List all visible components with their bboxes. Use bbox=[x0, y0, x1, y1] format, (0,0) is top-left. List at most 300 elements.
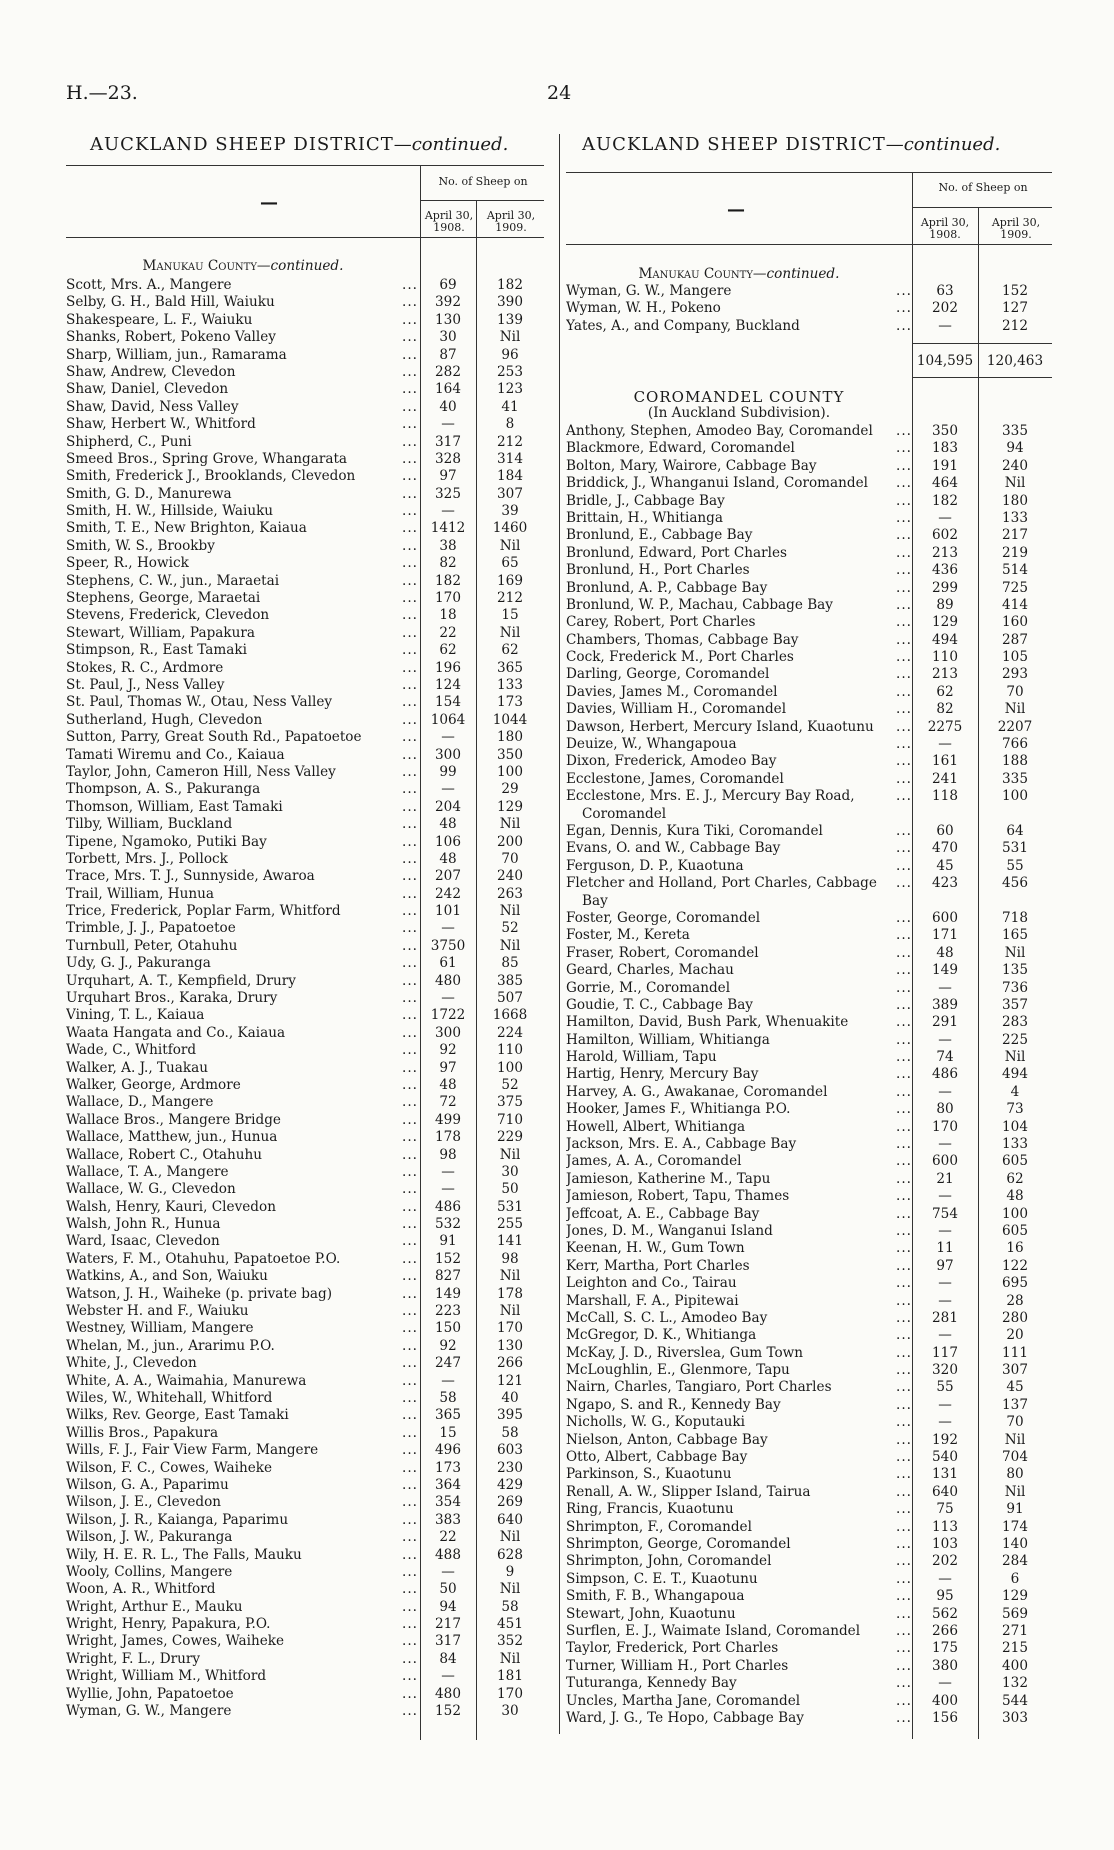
dot-leader: ... bbox=[896, 944, 912, 961]
dot-leader: ... bbox=[896, 1205, 912, 1222]
dot-leader: ... bbox=[402, 920, 418, 937]
dot-leader: ... bbox=[896, 317, 912, 334]
right-total-top-rule bbox=[912, 343, 1052, 344]
sheep-1908: — bbox=[441, 1668, 455, 1685]
sheep-1909: 9 bbox=[505, 1563, 515, 1580]
dot-leader: ... bbox=[402, 937, 418, 954]
sheep-1908: 21 bbox=[936, 1170, 954, 1187]
owner-name: Jamieson, Katherine M., Tapu bbox=[566, 1170, 771, 1187]
sheep-1908: 72 bbox=[439, 1094, 457, 1111]
owner-name: Wyman, G. W., Mangere bbox=[66, 1703, 232, 1720]
dot-leader: ... bbox=[896, 1101, 912, 1118]
dot-leader: ... bbox=[402, 450, 418, 467]
sheep-1908: 45 bbox=[936, 857, 954, 874]
sheep-1909: 133 bbox=[497, 676, 523, 693]
sheep-1908: 600 bbox=[932, 1153, 958, 1170]
dot-leader: ... bbox=[896, 631, 912, 648]
sheep-1909: 41 bbox=[501, 398, 519, 415]
sheep-1908: 247 bbox=[435, 1355, 461, 1372]
dot-leader: ... bbox=[896, 1136, 912, 1153]
table-row bbox=[66, 1599, 546, 1616]
owner-name: Darling, George, Coromandel bbox=[566, 666, 770, 683]
dot-leader: ... bbox=[896, 1657, 912, 1674]
sheep-1908: 182 bbox=[435, 572, 461, 589]
table-row bbox=[566, 300, 1056, 317]
sheep-1908: 242 bbox=[435, 885, 461, 902]
right-rows-manukau bbox=[566, 283, 1056, 335]
owner-name: Stokes, R. C., Ardmore bbox=[66, 659, 224, 676]
sheep-1908: 62 bbox=[936, 683, 954, 700]
owner-name: Howell, Albert, Whitianga bbox=[566, 1118, 746, 1135]
dot-leader: ... bbox=[402, 1163, 418, 1180]
owner-name: Tipene, Ngamoko, Putiki Bay bbox=[66, 833, 267, 850]
sheep-1908: 62 bbox=[439, 642, 457, 659]
dot-leader: ... bbox=[402, 1424, 418, 1441]
sheep-1908: 152 bbox=[435, 1250, 461, 1267]
sheep-1909: 100 bbox=[497, 1059, 523, 1076]
table-row bbox=[66, 694, 546, 711]
table-row bbox=[566, 945, 1056, 962]
sheep-1908: — bbox=[441, 920, 455, 937]
sheep-1909: 96 bbox=[501, 346, 519, 363]
owner-name: McCall, S. C. L., Amodeo Bay bbox=[566, 1309, 768, 1326]
table-row bbox=[66, 503, 546, 520]
sheep-1909: 169 bbox=[497, 572, 523, 589]
right-label-column-dash: — bbox=[727, 199, 745, 220]
sheep-1908: 532 bbox=[435, 1216, 461, 1233]
dot-leader: ... bbox=[896, 840, 912, 857]
dot-leader: ... bbox=[896, 1640, 912, 1657]
dot-leader: ... bbox=[896, 753, 912, 770]
owner-name: Wills, F. J., Fair View Farm, Mangere bbox=[66, 1442, 319, 1459]
sheep-1908: 161 bbox=[932, 753, 958, 770]
dot-leader: ... bbox=[402, 642, 418, 659]
table-row bbox=[66, 1025, 546, 1042]
owner-name: Taylor, Frederick, Port Charles bbox=[566, 1640, 779, 1657]
sheep-1908: 282 bbox=[435, 363, 461, 380]
table-row bbox=[66, 1320, 546, 1337]
owner-name: Dawson, Herbert, Mercury Island, Kuaotunu bbox=[566, 718, 874, 735]
owner-name: Walker, A. J., Tuakau bbox=[66, 1059, 209, 1076]
table-row bbox=[566, 1501, 1056, 1518]
sheep-1909: Nil bbox=[1004, 701, 1026, 718]
sheep-1909: 111 bbox=[1002, 1344, 1028, 1361]
sheep-1909: 253 bbox=[497, 363, 523, 380]
owner-name: St. Paul, J., Ness Valley bbox=[66, 676, 225, 693]
sheep-1908: 22 bbox=[439, 624, 457, 641]
sheep-1909: Nil bbox=[499, 1581, 521, 1598]
owner-name: Shaw, Herbert W., Whitford bbox=[66, 416, 256, 433]
dot-leader: ... bbox=[896, 857, 912, 874]
sheep-1909: 52 bbox=[501, 1076, 519, 1093]
table-row bbox=[566, 1623, 1056, 1640]
table-row bbox=[566, 1379, 1056, 1396]
dot-leader: ... bbox=[896, 822, 912, 839]
table-row bbox=[66, 781, 546, 798]
sheep-1909: 1460 bbox=[492, 520, 528, 537]
sheep-1909: 141 bbox=[497, 1233, 523, 1250]
sheep-1908: 87 bbox=[439, 346, 457, 363]
dot-leader: ... bbox=[896, 1379, 912, 1396]
sheep-1909: 307 bbox=[1002, 1362, 1028, 1379]
table-row bbox=[566, 840, 1056, 857]
owner-name: Ring, Francis, Kuaotunu bbox=[566, 1501, 734, 1518]
sheep-1909: 100 bbox=[1002, 1205, 1028, 1222]
sheep-1909: 531 bbox=[497, 1198, 523, 1215]
table-row bbox=[566, 649, 1056, 666]
dot-leader: ... bbox=[896, 457, 912, 474]
sheep-1909: 130 bbox=[497, 1337, 523, 1354]
dot-leader: ... bbox=[402, 1233, 418, 1250]
owner-name: Foster, M., Kereta bbox=[566, 927, 690, 944]
sheep-1909: 335 bbox=[1002, 770, 1028, 787]
owner-name: Webster H. and F., Waiuku bbox=[66, 1303, 249, 1320]
sheep-1909: 135 bbox=[1002, 962, 1028, 979]
table-row bbox=[66, 1286, 546, 1303]
owner-name: Surflen, E. J., Waimate Island, Coromandel bbox=[566, 1622, 861, 1639]
sheep-1908: 423 bbox=[932, 875, 958, 892]
sheep-1909: 212 bbox=[1002, 317, 1028, 334]
sheep-1908: 175 bbox=[932, 1640, 958, 1657]
sheep-1909: 132 bbox=[1002, 1675, 1028, 1692]
owner-name: Jamieson, Robert, Tapu, Thames bbox=[566, 1188, 790, 1205]
sheep-1908: 325 bbox=[435, 485, 461, 502]
dot-leader: ... bbox=[896, 1066, 912, 1083]
table-row bbox=[66, 1703, 546, 1720]
sheep-1908: 2275 bbox=[927, 718, 963, 735]
table-row bbox=[66, 520, 546, 537]
dot-leader: ... bbox=[402, 1633, 418, 1650]
dot-leader: ... bbox=[402, 1198, 418, 1215]
sheep-1908: 202 bbox=[932, 1553, 958, 1570]
sheep-1908: — bbox=[441, 990, 455, 1007]
table-row bbox=[66, 1233, 546, 1250]
table-row bbox=[566, 1606, 1056, 1623]
sheep-1908: 400 bbox=[932, 1692, 958, 1709]
sheep-1909: Nil bbox=[1004, 475, 1026, 492]
sheep-1908: 84 bbox=[439, 1650, 457, 1667]
sheep-1909: Nil bbox=[499, 937, 521, 954]
sheep-1909: 352 bbox=[497, 1633, 523, 1650]
right-top-rule bbox=[566, 172, 1052, 173]
table-row bbox=[66, 1094, 546, 1111]
sheep-1908: — bbox=[441, 1163, 455, 1180]
table-row bbox=[566, 423, 1056, 440]
table-row bbox=[566, 440, 1056, 457]
sheep-1909: 40 bbox=[501, 1390, 519, 1406]
sheep-1908: 202 bbox=[932, 300, 958, 317]
table-row bbox=[566, 545, 1056, 562]
owner-name: Ferguson, D. P., Kuaotuna bbox=[566, 857, 744, 874]
sheep-1908: 48 bbox=[936, 944, 954, 961]
sheep-1909: 212 bbox=[497, 590, 523, 607]
owner-name: Wilson, J. W., Pakuranga bbox=[66, 1529, 233, 1546]
sheep-1908: 480 bbox=[435, 972, 461, 989]
table-row bbox=[566, 1101, 1056, 1118]
sheep-1909: 224 bbox=[497, 1024, 523, 1041]
sheep-1909: 173 bbox=[497, 694, 523, 711]
table-row bbox=[66, 1616, 546, 1633]
owner-name: Bridle, J., Cabbage Bay bbox=[566, 492, 725, 509]
dot-leader: ... bbox=[402, 1285, 418, 1302]
owner-name: Kerr, Martha, Port Charles bbox=[566, 1257, 750, 1274]
sheep-1908: — bbox=[938, 979, 952, 996]
sheep-1909: 293 bbox=[1002, 666, 1028, 683]
table-row bbox=[566, 1275, 1056, 1292]
sheep-1909: 165 bbox=[1002, 927, 1028, 944]
dot-leader: ... bbox=[402, 1024, 418, 1041]
left-label-column-dash: — bbox=[260, 192, 278, 213]
dot-leader: ... bbox=[896, 1222, 912, 1239]
sheep-1909: 137 bbox=[1002, 1396, 1028, 1413]
owner-name: McKay, J. D., Riverslea, Gum Town bbox=[566, 1344, 804, 1361]
dot-leader: ... bbox=[896, 614, 912, 631]
sheep-1909: 736 bbox=[1002, 979, 1028, 996]
sheep-1908: 291 bbox=[932, 1014, 958, 1031]
sheep-1909: 350 bbox=[497, 746, 523, 763]
dot-leader: ... bbox=[896, 1188, 912, 1205]
owner-name: Stewart, William, Papakura bbox=[66, 624, 255, 641]
sheep-1908: 299 bbox=[932, 579, 958, 596]
table-row bbox=[566, 1658, 1056, 1675]
table-row bbox=[566, 823, 1056, 840]
dot-leader: ... bbox=[896, 1083, 912, 1100]
sheep-1908: 300 bbox=[435, 746, 461, 763]
sheep-1909: Nil bbox=[1004, 1049, 1026, 1066]
owner-name: Egan, Dennis, Kura Tiki, Coromandel bbox=[566, 822, 823, 839]
owner-name: Marshall, F. A., Pipitewai bbox=[566, 1292, 739, 1309]
left-top-rule bbox=[66, 165, 544, 166]
dot-leader: ... bbox=[402, 1129, 418, 1146]
table-row bbox=[566, 475, 1056, 492]
sheep-1908: 320 bbox=[932, 1362, 958, 1379]
owner-name: Bronlund, H., Port Charles bbox=[566, 562, 750, 579]
sheep-1908: — bbox=[938, 1675, 952, 1692]
owner-name: Shaw, David, Ness Valley bbox=[66, 398, 239, 415]
owner-name: Stephens, George, Maraetai bbox=[66, 590, 261, 607]
sheep-1908: — bbox=[938, 1570, 952, 1587]
owner-name: Trimble, J. J., Papatoetoe bbox=[66, 920, 236, 937]
sheep-1908: 266 bbox=[932, 1622, 958, 1639]
dot-leader: ... bbox=[402, 1476, 418, 1493]
sheep-1908: 488 bbox=[435, 1546, 461, 1563]
owner-name: Davies, William H., Coromandel bbox=[566, 701, 787, 718]
dot-leader: ... bbox=[402, 1442, 418, 1459]
table-row bbox=[66, 1355, 546, 1372]
table-row bbox=[566, 283, 1056, 300]
sheep-1908: 480 bbox=[435, 1685, 461, 1702]
dot-leader: ... bbox=[896, 979, 912, 996]
sheep-1908: 129 bbox=[932, 614, 958, 631]
dot-leader: ... bbox=[896, 1536, 912, 1552]
sheep-1909: 127 bbox=[1002, 300, 1028, 317]
owner-name: Wilson, J. R., Kaianga, Paparimu bbox=[66, 1511, 289, 1528]
dot-leader: ... bbox=[896, 1553, 912, 1570]
dot-leader: ... bbox=[896, 1170, 912, 1187]
sheep-1908: 317 bbox=[435, 1633, 461, 1650]
table-row bbox=[566, 927, 1056, 944]
dot-leader: ... bbox=[896, 1344, 912, 1361]
sheep-1909: 225 bbox=[1002, 1031, 1028, 1048]
sheep-1908: 63 bbox=[936, 283, 954, 299]
sheep-1908: — bbox=[938, 1083, 952, 1100]
table-row bbox=[566, 1484, 1056, 1501]
table-row bbox=[66, 1633, 546, 1650]
table-row bbox=[66, 938, 546, 955]
dot-leader: ... bbox=[402, 1268, 418, 1285]
table-row bbox=[66, 729, 546, 746]
owner-name: Leighton and Co., Tairau bbox=[566, 1275, 737, 1292]
table-row bbox=[66, 1651, 546, 1668]
sheep-1909: 725 bbox=[1002, 579, 1028, 596]
owner-name: Jackson, Mrs. E. A., Cabbage Bay bbox=[566, 1136, 797, 1153]
owner-name: Urquhart Bros., Karaka, Drury bbox=[66, 990, 278, 1007]
sheep-1909: 160 bbox=[1002, 614, 1028, 631]
sheep-1908: 106 bbox=[435, 833, 461, 850]
dot-leader: ... bbox=[896, 596, 912, 613]
sheep-1908: 196 bbox=[435, 659, 461, 676]
sheep-1909: 640 bbox=[497, 1511, 523, 1528]
sheep-1909: 52 bbox=[501, 920, 519, 937]
sheep-1908: 365 bbox=[435, 1407, 461, 1424]
dot-leader: ... bbox=[402, 833, 418, 850]
owner-name: White, A. A., Waimahia, Manurewa bbox=[66, 1372, 307, 1389]
owner-name: Wallace, W. G., Clevedon bbox=[66, 1181, 236, 1198]
left-header-rule bbox=[66, 237, 544, 238]
table-row bbox=[66, 294, 546, 311]
sheep-1909: 15 bbox=[501, 607, 519, 624]
table-row bbox=[66, 1042, 546, 1059]
owner-name: Anthony, Stephen, Amodeo Bay, Coromandel bbox=[566, 423, 873, 439]
dot-leader: ... bbox=[402, 363, 418, 380]
table-row bbox=[66, 1007, 546, 1024]
dot-leader: ... bbox=[402, 624, 418, 641]
column-divider bbox=[559, 134, 560, 1734]
table-row bbox=[566, 1449, 1056, 1466]
owner-name: Fraser, Robert, Coromandel bbox=[566, 944, 759, 961]
owner-name: Smith, H. W., Hillside, Waiuku bbox=[66, 503, 274, 520]
sheep-1908: 152 bbox=[435, 1703, 461, 1720]
sheep-1908: 15 bbox=[439, 1424, 457, 1441]
owner-name: Dixon, Frederick, Amodeo Bay bbox=[566, 753, 777, 770]
owner-name: Stewart, John, Kuaotunu bbox=[566, 1605, 736, 1622]
sheep-1909: 80 bbox=[1006, 1466, 1024, 1483]
dot-leader: ... bbox=[896, 544, 912, 561]
table-row bbox=[566, 1066, 1056, 1083]
table-row bbox=[566, 771, 1056, 788]
dot-leader: ... bbox=[896, 1466, 912, 1483]
sheep-1908: 75 bbox=[936, 1501, 954, 1518]
dot-leader: ... bbox=[402, 1459, 418, 1476]
table-row bbox=[66, 1564, 546, 1581]
table-row bbox=[566, 858, 1056, 875]
sheep-1909: 230 bbox=[497, 1459, 523, 1476]
sheep-1909: 139 bbox=[497, 311, 523, 328]
coromandel-subheading: (In Auckland Subdivision). bbox=[647, 405, 831, 421]
table-row bbox=[66, 1390, 546, 1407]
sheep-1908: — bbox=[938, 509, 952, 526]
sheep-1909: 365 bbox=[497, 659, 523, 676]
table-row bbox=[66, 747, 546, 764]
sheep-1908: 92 bbox=[439, 1042, 457, 1059]
owner-name: Davies, James M., Coromandel bbox=[566, 683, 778, 700]
sheep-1908: 3750 bbox=[430, 937, 466, 954]
sheep-1908: 48 bbox=[439, 1076, 457, 1093]
sheep-1909: 2207 bbox=[997, 718, 1033, 735]
dot-leader: ... bbox=[896, 1327, 912, 1344]
dot-leader: ... bbox=[402, 1494, 418, 1511]
dot-leader: ... bbox=[896, 475, 912, 492]
sheep-1909: 605 bbox=[1002, 1153, 1028, 1170]
dot-leader: ... bbox=[402, 485, 418, 502]
sheep-1908: 183 bbox=[932, 440, 958, 457]
sheep-1909: 280 bbox=[1002, 1309, 1028, 1326]
owner-name: Bronlund, W. P., Machau, Cabbage Bay bbox=[566, 596, 833, 613]
dot-leader: ... bbox=[896, 927, 912, 944]
table-row bbox=[66, 555, 546, 572]
sheep-1909: 766 bbox=[1002, 736, 1028, 753]
sheep-1909: 55 bbox=[1006, 857, 1024, 874]
table-row bbox=[566, 1640, 1056, 1657]
sheep-1908: 1412 bbox=[430, 520, 466, 537]
sheep-1908: 103 bbox=[932, 1536, 958, 1552]
dot-leader: ... bbox=[896, 300, 912, 317]
sheep-1909: 200 bbox=[497, 833, 523, 850]
sheep-1908: — bbox=[441, 1181, 455, 1198]
sheep-1908: — bbox=[938, 1222, 952, 1239]
sheep-1909: 94 bbox=[1006, 440, 1024, 457]
dot-leader: ... bbox=[896, 1449, 912, 1466]
owner-name: Chambers, Thomas, Cabbage Bay bbox=[566, 631, 799, 648]
table-row bbox=[566, 1032, 1056, 1049]
sheep-1908: 69 bbox=[439, 277, 457, 293]
table-row bbox=[566, 1049, 1056, 1066]
sheep-1908: 182 bbox=[932, 492, 958, 509]
sheep-1908: 124 bbox=[435, 676, 461, 693]
owner-name: Smith, W. S., Brookby bbox=[66, 537, 215, 554]
sheep-1908: 99 bbox=[439, 763, 457, 780]
table-row bbox=[66, 851, 546, 868]
owner-name: Bronlund, Edward, Port Charles bbox=[566, 544, 788, 561]
table-row bbox=[566, 736, 1056, 753]
sheep-1909: 62 bbox=[501, 642, 519, 659]
sheep-1909: 50 bbox=[501, 1181, 519, 1198]
table-row bbox=[66, 364, 546, 381]
dot-leader: ... bbox=[402, 1372, 418, 1389]
owner-name: Watkins, A., and Son, Waiuku bbox=[66, 1268, 268, 1285]
dot-leader: ... bbox=[896, 562, 912, 579]
sheep-1909: 283 bbox=[1002, 1014, 1028, 1031]
owner-name: Shanks, Robert, Pokeno Valley bbox=[66, 329, 276, 346]
owner-name-continuation: Coromandel bbox=[582, 805, 667, 822]
table-row bbox=[66, 590, 546, 607]
dot-leader: ... bbox=[896, 996, 912, 1013]
owner-name: Woon, A. R., Whitford bbox=[66, 1581, 216, 1598]
sheep-1909: 129 bbox=[1002, 1588, 1028, 1605]
sheep-1908: 350 bbox=[932, 423, 958, 439]
dot-leader: ... bbox=[896, 718, 912, 735]
sheep-1908: 562 bbox=[932, 1605, 958, 1622]
sheep-1909: 219 bbox=[1002, 544, 1028, 561]
sheep-1908: 95 bbox=[936, 1588, 954, 1605]
sheep-1909: 29 bbox=[501, 781, 519, 798]
owner-name: Deuize, W., Whangapoua bbox=[566, 736, 737, 753]
table-row bbox=[566, 875, 1056, 892]
sheep-1908: 97 bbox=[936, 1257, 954, 1274]
table-row bbox=[66, 1668, 546, 1685]
owner-name: Jeffcoat, A. E., Cabbage Bay bbox=[566, 1205, 760, 1222]
table-row bbox=[66, 1129, 546, 1146]
